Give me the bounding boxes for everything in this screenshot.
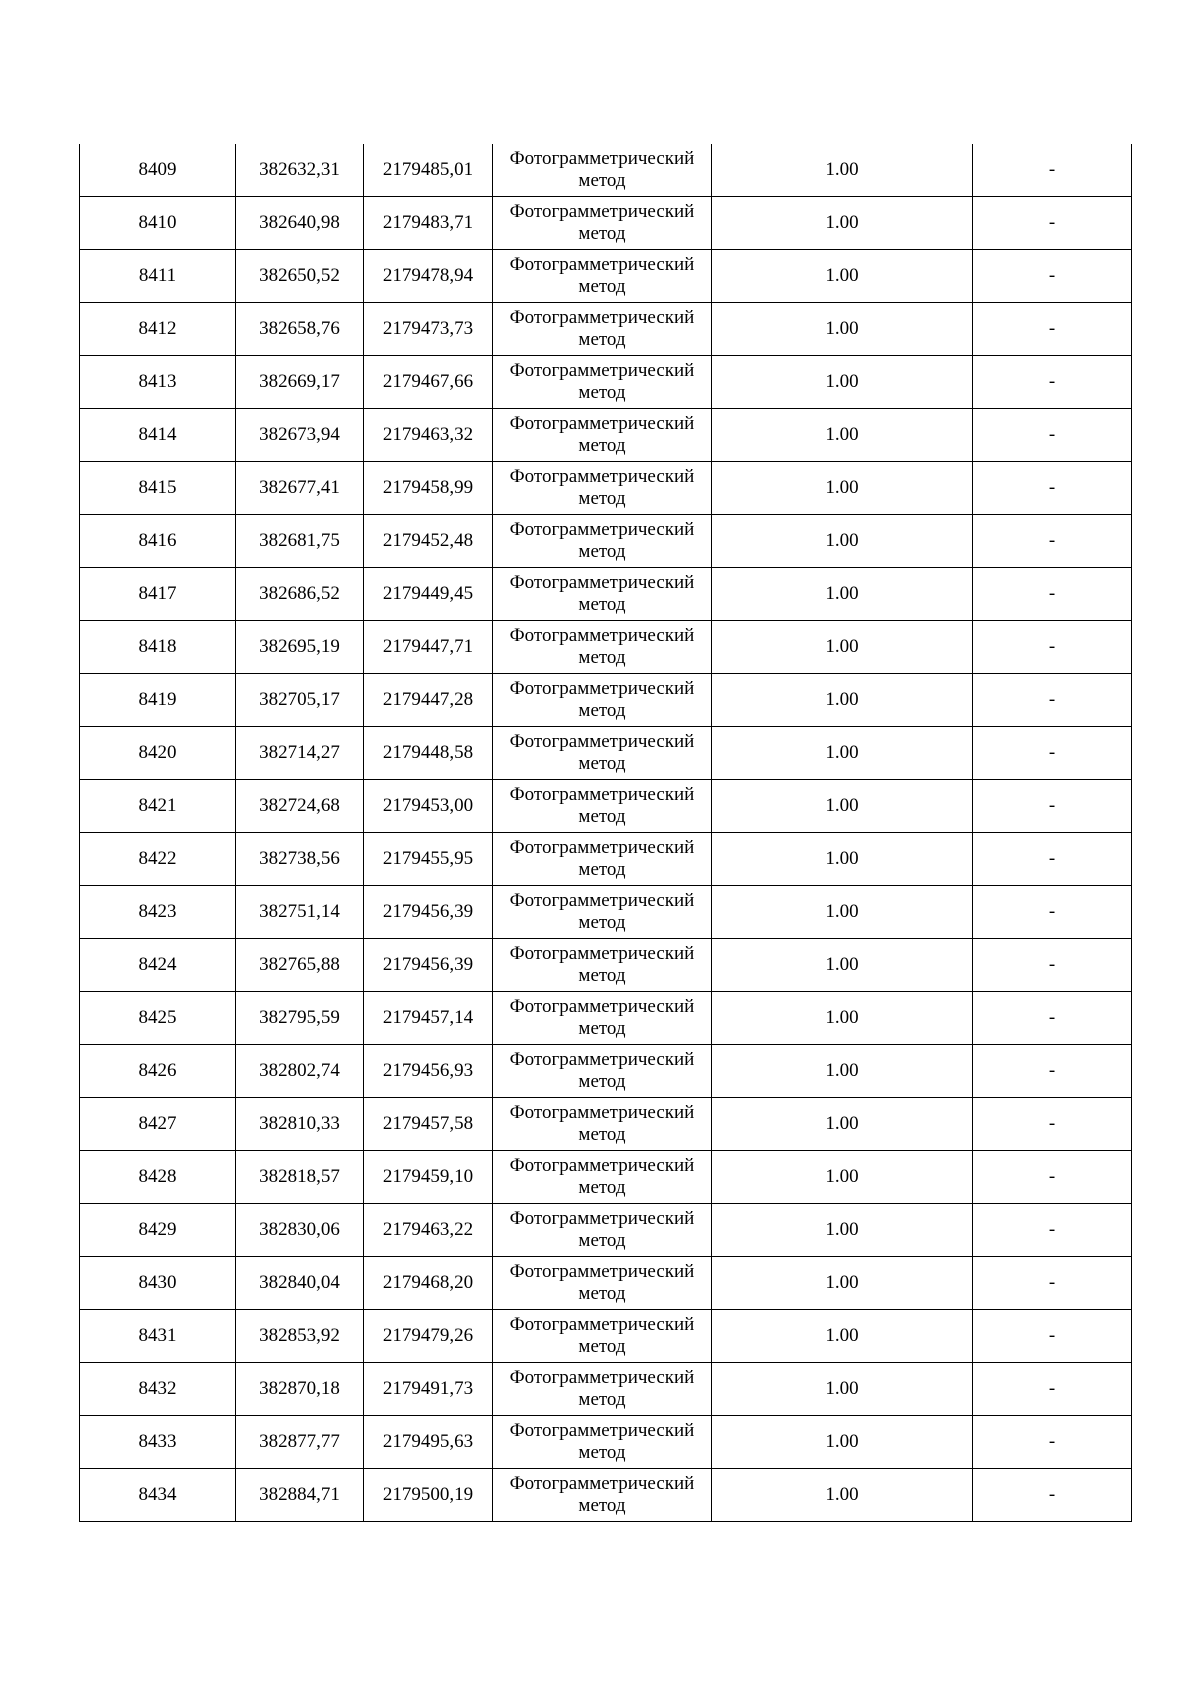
method-cell (493, 303, 712, 356)
x-coordinate-cell: 382686,52 (236, 568, 364, 621)
y-coordinate-cell: 2179468,20 (364, 1257, 493, 1310)
accuracy-cell: 1.00 (712, 1363, 973, 1416)
method-line-2: метод (578, 1230, 626, 1251)
accuracy-cell: 1.00 (712, 992, 973, 1045)
method-line-1: Фотограмметрический (509, 731, 695, 752)
note-cell: - (973, 1363, 1132, 1416)
y-coordinate-cell: 2179457,14 (364, 992, 493, 1045)
method-cell (493, 1204, 712, 1257)
method-line-2: метод (578, 912, 626, 933)
accuracy-cell: 1.00 (712, 780, 973, 833)
table-row (80, 1416, 1132, 1469)
point-number-cell: 8430 (80, 1257, 236, 1310)
point-number-cell: 8413 (80, 356, 236, 409)
point-number-cell: 8414 (80, 409, 236, 462)
table-row (80, 568, 1132, 621)
y-coordinate-cell: 2179453,00 (364, 780, 493, 833)
method-line-2: метод (578, 382, 626, 403)
method-line-1: Фотограмметрический (509, 413, 695, 434)
y-coordinate-cell: 2179459,10 (364, 1151, 493, 1204)
method-cell (493, 1310, 712, 1363)
method-cell (493, 939, 712, 992)
accuracy-cell: 1.00 (712, 833, 973, 886)
point-number-cell: 8423 (80, 886, 236, 939)
table-row (80, 1257, 1132, 1310)
note-cell: - (973, 886, 1132, 939)
table-row (80, 462, 1132, 515)
table-row (80, 992, 1132, 1045)
y-coordinate-cell: 2179483,71 (364, 197, 493, 250)
method-line-1: Фотограмметрический (509, 996, 695, 1017)
method-line-1: Фотограмметрический (509, 572, 695, 593)
accuracy-cell: 1.00 (712, 886, 973, 939)
table-row (80, 1098, 1132, 1151)
table-row (80, 1204, 1132, 1257)
y-coordinate-cell: 2179467,66 (364, 356, 493, 409)
method-line-1: Фотограмметрический (509, 837, 695, 858)
y-coordinate-cell: 2179449,45 (364, 568, 493, 621)
table-row (80, 833, 1132, 886)
note-cell: - (973, 356, 1132, 409)
accuracy-cell: 1.00 (712, 1098, 973, 1151)
note-cell: - (973, 1204, 1132, 1257)
method-line-2: метод (578, 276, 626, 297)
point-number-cell: 8415 (80, 462, 236, 515)
point-number-cell: 8420 (80, 727, 236, 780)
method-line-2: метод (578, 1442, 626, 1463)
table-row (80, 780, 1132, 833)
method-line-1: Фотограмметрический (509, 1473, 695, 1494)
note-cell: - (973, 780, 1132, 833)
method-cell (493, 780, 712, 833)
method-cell (493, 1363, 712, 1416)
accuracy-cell: 1.00 (712, 568, 973, 621)
method-cell (493, 1151, 712, 1204)
table-row (80, 1363, 1132, 1416)
point-number-cell: 8417 (80, 568, 236, 621)
method-line-2: метод (578, 1018, 626, 1039)
point-number-cell: 8422 (80, 833, 236, 886)
y-coordinate-cell: 2179491,73 (364, 1363, 493, 1416)
point-number-cell: 8432 (80, 1363, 236, 1416)
x-coordinate-cell: 382724,68 (236, 780, 364, 833)
method-cell (493, 568, 712, 621)
accuracy-cell: 1.00 (712, 939, 973, 992)
table-row (80, 939, 1132, 992)
table-row (80, 621, 1132, 674)
method-line-1: Фотограмметрический (509, 466, 695, 487)
table-row (80, 250, 1132, 303)
method-line-2: метод (578, 541, 626, 562)
point-number-cell: 8409 (80, 144, 236, 197)
method-line-2: метод (578, 1071, 626, 1092)
x-coordinate-cell: 382677,41 (236, 462, 364, 515)
point-number-cell: 8412 (80, 303, 236, 356)
accuracy-cell: 1.00 (712, 1151, 973, 1204)
accuracy-cell: 1.00 (712, 515, 973, 568)
accuracy-cell: 1.00 (712, 409, 973, 462)
y-coordinate-cell: 2179452,48 (364, 515, 493, 568)
point-number-cell: 8410 (80, 197, 236, 250)
x-coordinate-cell: 382830,06 (236, 1204, 364, 1257)
x-coordinate-cell: 382877,77 (236, 1416, 364, 1469)
note-cell: - (973, 462, 1132, 515)
x-coordinate-cell: 382765,88 (236, 939, 364, 992)
y-coordinate-cell: 2179456,93 (364, 1045, 493, 1098)
point-number-cell: 8434 (80, 1469, 236, 1522)
method-line-2: метод (578, 594, 626, 615)
note-cell: - (973, 1151, 1132, 1204)
note-cell: - (973, 197, 1132, 250)
method-line-1: Фотограмметрический (509, 625, 695, 646)
point-number-cell: 8424 (80, 939, 236, 992)
method-line-1: Фотограмметрический (509, 943, 695, 964)
x-coordinate-cell: 382705,17 (236, 674, 364, 727)
note-cell: - (973, 409, 1132, 462)
method-line-2: метод (578, 700, 626, 721)
method-line-2: метод (578, 1336, 626, 1357)
note-cell: - (973, 833, 1132, 886)
note-cell: - (973, 144, 1132, 197)
method-cell (493, 727, 712, 780)
y-coordinate-cell: 2179500,19 (364, 1469, 493, 1522)
method-line-1: Фотограмметрический (509, 784, 695, 805)
method-line-1: Фотограмметрический (509, 1208, 695, 1229)
method-cell (493, 515, 712, 568)
method-line-1: Фотограмметрический (509, 201, 695, 222)
y-coordinate-cell: 2179463,32 (364, 409, 493, 462)
method-line-1: Фотограмметрический (509, 1049, 695, 1070)
method-line-1: Фотограмметрический (509, 678, 695, 699)
method-cell (493, 674, 712, 727)
method-cell (493, 144, 712, 197)
accuracy-cell: 1.00 (712, 303, 973, 356)
note-cell: - (973, 1098, 1132, 1151)
method-line-2: метод (578, 753, 626, 774)
x-coordinate-cell: 382714,27 (236, 727, 364, 780)
method-cell (493, 1469, 712, 1522)
accuracy-cell: 1.00 (712, 250, 973, 303)
note-cell: - (973, 674, 1132, 727)
note-cell: - (973, 727, 1132, 780)
table-row (80, 674, 1132, 727)
method-line-1: Фотограмметрический (509, 254, 695, 275)
table-row (80, 515, 1132, 568)
note-cell: - (973, 1045, 1132, 1098)
x-coordinate-cell: 382650,52 (236, 250, 364, 303)
method-line-2: метод (578, 859, 626, 880)
point-number-cell: 8421 (80, 780, 236, 833)
method-cell (493, 992, 712, 1045)
method-line-2: метод (578, 329, 626, 350)
table-row (80, 1469, 1132, 1522)
note-cell: - (973, 1469, 1132, 1522)
table-row (80, 1151, 1132, 1204)
point-number-cell: 8418 (80, 621, 236, 674)
accuracy-cell: 1.00 (712, 144, 973, 197)
y-coordinate-cell: 2179485,01 (364, 144, 493, 197)
coordinates-table (79, 144, 1132, 1522)
method-line-1: Фотограмметрический (509, 890, 695, 911)
accuracy-cell: 1.00 (712, 356, 973, 409)
y-coordinate-cell: 2179478,94 (364, 250, 493, 303)
method-cell (493, 197, 712, 250)
method-line-2: метод (578, 1177, 626, 1198)
table-row (80, 303, 1132, 356)
method-cell (493, 833, 712, 886)
method-line-1: Фотограмметрический (509, 1314, 695, 1335)
y-coordinate-cell: 2179447,71 (364, 621, 493, 674)
method-cell (493, 356, 712, 409)
accuracy-cell: 1.00 (712, 462, 973, 515)
x-coordinate-cell: 382632,31 (236, 144, 364, 197)
method-cell (493, 462, 712, 515)
point-number-cell: 8411 (80, 250, 236, 303)
note-cell: - (973, 250, 1132, 303)
x-coordinate-cell: 382681,75 (236, 515, 364, 568)
note-cell: - (973, 939, 1132, 992)
note-cell: - (973, 1257, 1132, 1310)
method-line-1: Фотограмметрический (509, 307, 695, 328)
x-coordinate-cell: 382673,94 (236, 409, 364, 462)
point-number-cell: 8428 (80, 1151, 236, 1204)
method-cell (493, 1416, 712, 1469)
accuracy-cell: 1.00 (712, 1416, 973, 1469)
x-coordinate-cell: 382751,14 (236, 886, 364, 939)
accuracy-cell: 1.00 (712, 1204, 973, 1257)
method-cell (493, 1098, 712, 1151)
method-cell (493, 621, 712, 674)
y-coordinate-cell: 2179448,58 (364, 727, 493, 780)
note-cell: - (973, 992, 1132, 1045)
point-number-cell: 8427 (80, 1098, 236, 1151)
method-line-2: метод (578, 1283, 626, 1304)
point-number-cell: 8433 (80, 1416, 236, 1469)
x-coordinate-cell: 382658,76 (236, 303, 364, 356)
method-line-2: метод (578, 1389, 626, 1410)
y-coordinate-cell: 2179447,28 (364, 674, 493, 727)
accuracy-cell: 1.00 (712, 674, 973, 727)
x-coordinate-cell: 382738,56 (236, 833, 364, 886)
method-line-2: метод (578, 435, 626, 456)
accuracy-cell: 1.00 (712, 1469, 973, 1522)
x-coordinate-cell: 382795,59 (236, 992, 364, 1045)
table-row (80, 197, 1132, 250)
method-cell (493, 886, 712, 939)
method-line-1: Фотограмметрический (509, 360, 695, 381)
y-coordinate-cell: 2179495,63 (364, 1416, 493, 1469)
x-coordinate-cell: 382810,33 (236, 1098, 364, 1151)
accuracy-cell: 1.00 (712, 1310, 973, 1363)
note-cell: - (973, 1416, 1132, 1469)
point-number-cell: 8416 (80, 515, 236, 568)
point-number-cell: 8429 (80, 1204, 236, 1257)
note-cell: - (973, 515, 1132, 568)
accuracy-cell: 1.00 (712, 1257, 973, 1310)
y-coordinate-cell: 2179456,39 (364, 939, 493, 992)
table-row (80, 1045, 1132, 1098)
method-line-1: Фотограмметрический (509, 1367, 695, 1388)
note-cell: - (973, 303, 1132, 356)
point-number-cell: 8426 (80, 1045, 236, 1098)
y-coordinate-cell: 2179456,39 (364, 886, 493, 939)
y-coordinate-cell: 2179457,58 (364, 1098, 493, 1151)
table-row (80, 144, 1132, 197)
y-coordinate-cell: 2179455,95 (364, 833, 493, 886)
y-coordinate-cell: 2179479,26 (364, 1310, 493, 1363)
accuracy-cell: 1.00 (712, 727, 973, 780)
method-cell (493, 250, 712, 303)
table-row (80, 409, 1132, 462)
method-line-1: Фотограмметрический (509, 519, 695, 540)
method-line-2: метод (578, 647, 626, 668)
method-line-2: метод (578, 170, 626, 191)
note-cell: - (973, 568, 1132, 621)
method-line-2: метод (578, 806, 626, 827)
method-line-2: метод (578, 223, 626, 244)
x-coordinate-cell: 382695,19 (236, 621, 364, 674)
method-cell (493, 1045, 712, 1098)
method-cell (493, 1257, 712, 1310)
x-coordinate-cell: 382802,74 (236, 1045, 364, 1098)
method-line-1: Фотограмметрический (509, 148, 695, 169)
method-line-2: метод (578, 488, 626, 509)
y-coordinate-cell: 2179463,22 (364, 1204, 493, 1257)
x-coordinate-cell: 382884,71 (236, 1469, 364, 1522)
x-coordinate-cell: 382853,92 (236, 1310, 364, 1363)
method-line-1: Фотограмметрический (509, 1261, 695, 1282)
method-line-2: метод (578, 1495, 626, 1516)
table-row (80, 886, 1132, 939)
x-coordinate-cell: 382669,17 (236, 356, 364, 409)
x-coordinate-cell: 382640,98 (236, 197, 364, 250)
table-row (80, 727, 1132, 780)
note-cell: - (973, 1310, 1132, 1363)
method-line-1: Фотограмметрический (509, 1102, 695, 1123)
method-line-1: Фотограмметрический (509, 1155, 695, 1176)
point-number-cell: 8419 (80, 674, 236, 727)
method-cell (493, 409, 712, 462)
accuracy-cell: 1.00 (712, 1045, 973, 1098)
x-coordinate-cell: 382870,18 (236, 1363, 364, 1416)
point-number-cell: 8431 (80, 1310, 236, 1363)
accuracy-cell: 1.00 (712, 621, 973, 674)
x-coordinate-cell: 382840,04 (236, 1257, 364, 1310)
x-coordinate-cell: 382818,57 (236, 1151, 364, 1204)
table-row (80, 1310, 1132, 1363)
y-coordinate-cell: 2179458,99 (364, 462, 493, 515)
y-coordinate-cell: 2179473,73 (364, 303, 493, 356)
coordinates-table-body (80, 144, 1132, 1522)
table-row (80, 356, 1132, 409)
accuracy-cell: 1.00 (712, 197, 973, 250)
method-line-2: метод (578, 1124, 626, 1145)
method-line-1: Фотограмметрический (509, 1420, 695, 1441)
note-cell: - (973, 621, 1132, 674)
method-line-2: метод (578, 965, 626, 986)
point-number-cell: 8425 (80, 992, 236, 1045)
